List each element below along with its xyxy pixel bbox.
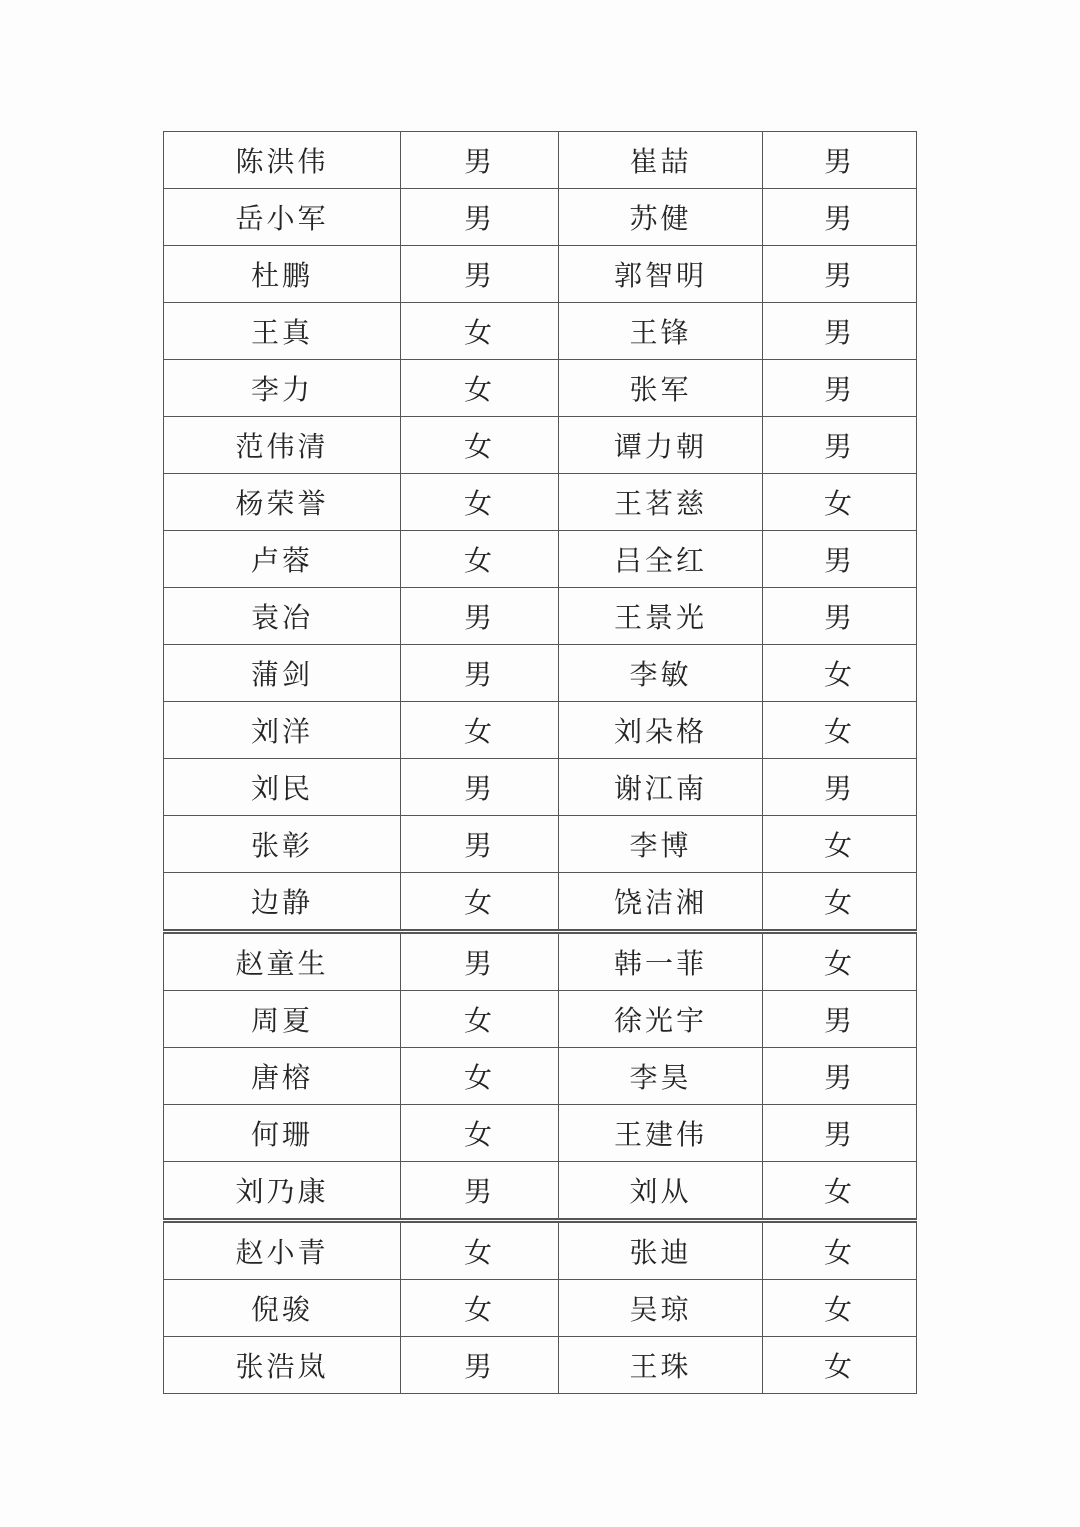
table-row xyxy=(164,932,917,991)
roster-table xyxy=(163,131,917,1394)
gender-cell-left: 女 xyxy=(401,1221,559,1280)
name-cell-left: 边静 xyxy=(164,873,401,932)
name-cell-left: 刘民 xyxy=(164,759,401,816)
gender-cell-left: 男 xyxy=(401,132,559,189)
name-cell-left: 范伟清 xyxy=(164,417,401,474)
name-cell-left: 赵小青 xyxy=(164,1221,401,1280)
name-cell-left: 张彰 xyxy=(164,816,401,873)
name-cell-right: 张军 xyxy=(559,360,763,417)
name-cell-left: 刘洋 xyxy=(164,702,401,759)
gender-cell-left: 女 xyxy=(401,1105,559,1162)
name-cell-left: 唐榕 xyxy=(164,1048,401,1105)
table-row xyxy=(164,991,917,1048)
gender-cell-left: 男 xyxy=(401,932,559,991)
name-cell-left: 杨荣誉 xyxy=(164,474,401,531)
gender-cell-left: 女 xyxy=(401,303,559,360)
name-cell-right: 刘朵格 xyxy=(559,702,763,759)
gender-cell-left: 男 xyxy=(401,816,559,873)
table-row xyxy=(164,645,917,702)
gender-cell-left: 男 xyxy=(401,1337,559,1394)
gender-cell-left: 女 xyxy=(401,1048,559,1105)
gender-cell-left: 女 xyxy=(401,417,559,474)
table-row xyxy=(164,1105,917,1162)
gender-cell-right: 女 xyxy=(763,474,917,531)
gender-cell-right: 男 xyxy=(763,991,917,1048)
name-cell-right: 韩一菲 xyxy=(559,932,763,991)
gender-cell-left: 男 xyxy=(401,645,559,702)
gender-cell-right: 男 xyxy=(763,246,917,303)
table-row xyxy=(164,360,917,417)
name-cell-left: 倪骏 xyxy=(164,1280,401,1337)
name-cell-right: 李昊 xyxy=(559,1048,763,1105)
name-cell-right: 李敏 xyxy=(559,645,763,702)
table-row xyxy=(164,303,917,360)
gender-cell-left: 女 xyxy=(401,991,559,1048)
name-cell-left: 袁冶 xyxy=(164,588,401,645)
gender-cell-left: 女 xyxy=(401,702,559,759)
table-row xyxy=(164,531,917,588)
roster-table-body xyxy=(164,132,917,1394)
gender-cell-right: 女 xyxy=(763,816,917,873)
gender-cell-right: 女 xyxy=(763,702,917,759)
name-cell-right: 饶洁湘 xyxy=(559,873,763,932)
name-cell-left: 刘乃康 xyxy=(164,1162,401,1221)
table-row xyxy=(164,132,917,189)
gender-cell-left: 女 xyxy=(401,1280,559,1337)
table-row xyxy=(164,759,917,816)
table-row xyxy=(164,1162,917,1221)
name-cell-left: 王真 xyxy=(164,303,401,360)
gender-cell-left: 男 xyxy=(401,189,559,246)
name-cell-right: 郭智明 xyxy=(559,246,763,303)
gender-cell-left: 男 xyxy=(401,588,559,645)
table-row xyxy=(164,1048,917,1105)
name-cell-left: 陈洪伟 xyxy=(164,132,401,189)
name-cell-right: 谭力朝 xyxy=(559,417,763,474)
gender-cell-right: 男 xyxy=(763,531,917,588)
name-cell-right: 刘从 xyxy=(559,1162,763,1221)
table-row xyxy=(164,1337,917,1394)
name-cell-left: 李力 xyxy=(164,360,401,417)
name-cell-left: 杜鹏 xyxy=(164,246,401,303)
gender-cell-right: 男 xyxy=(763,759,917,816)
gender-cell-right: 女 xyxy=(763,1162,917,1221)
gender-cell-right: 女 xyxy=(763,1280,917,1337)
gender-cell-right: 男 xyxy=(763,1105,917,1162)
name-cell-right: 徐光宇 xyxy=(559,991,763,1048)
table-row xyxy=(164,189,917,246)
table-row xyxy=(164,474,917,531)
gender-cell-right: 男 xyxy=(763,132,917,189)
name-cell-right: 张迪 xyxy=(559,1221,763,1280)
gender-cell-left: 女 xyxy=(401,474,559,531)
name-cell-right: 李博 xyxy=(559,816,763,873)
name-cell-left: 张浩岚 xyxy=(164,1337,401,1394)
table-row xyxy=(164,246,917,303)
name-cell-right: 王建伟 xyxy=(559,1105,763,1162)
name-cell-right: 吴琼 xyxy=(559,1280,763,1337)
gender-cell-left: 女 xyxy=(401,360,559,417)
name-cell-left: 周夏 xyxy=(164,991,401,1048)
name-cell-left: 何珊 xyxy=(164,1105,401,1162)
table-row xyxy=(164,816,917,873)
gender-cell-left: 男 xyxy=(401,1162,559,1221)
table-row xyxy=(164,873,917,932)
name-cell-left: 岳小军 xyxy=(164,189,401,246)
gender-cell-left: 女 xyxy=(401,873,559,932)
name-cell-right: 吕全红 xyxy=(559,531,763,588)
gender-cell-right: 男 xyxy=(763,360,917,417)
gender-cell-right: 女 xyxy=(763,645,917,702)
name-cell-left: 赵童生 xyxy=(164,932,401,991)
table-row xyxy=(164,588,917,645)
gender-cell-right: 女 xyxy=(763,932,917,991)
gender-cell-left: 女 xyxy=(401,531,559,588)
gender-cell-right: 女 xyxy=(763,1337,917,1394)
gender-cell-left: 男 xyxy=(401,759,559,816)
name-cell-left: 蒲剑 xyxy=(164,645,401,702)
table-row xyxy=(164,417,917,474)
name-cell-right: 王珠 xyxy=(559,1337,763,1394)
gender-cell-left: 男 xyxy=(401,246,559,303)
gender-cell-right: 女 xyxy=(763,873,917,932)
name-cell-right: 谢江南 xyxy=(559,759,763,816)
gender-cell-right: 男 xyxy=(763,588,917,645)
table-row xyxy=(164,702,917,759)
name-cell-right: 王茗慈 xyxy=(559,474,763,531)
name-cell-right: 王景光 xyxy=(559,588,763,645)
gender-cell-right: 男 xyxy=(763,303,917,360)
table-row xyxy=(164,1221,917,1280)
name-cell-left: 卢蓉 xyxy=(164,531,401,588)
gender-cell-right: 男 xyxy=(763,417,917,474)
name-cell-right: 苏健 xyxy=(559,189,763,246)
name-cell-right: 崔喆 xyxy=(559,132,763,189)
gender-cell-right: 男 xyxy=(763,1048,917,1105)
table-row xyxy=(164,1280,917,1337)
gender-cell-right: 男 xyxy=(763,189,917,246)
name-cell-right: 王锋 xyxy=(559,303,763,360)
gender-cell-right: 女 xyxy=(763,1221,917,1280)
